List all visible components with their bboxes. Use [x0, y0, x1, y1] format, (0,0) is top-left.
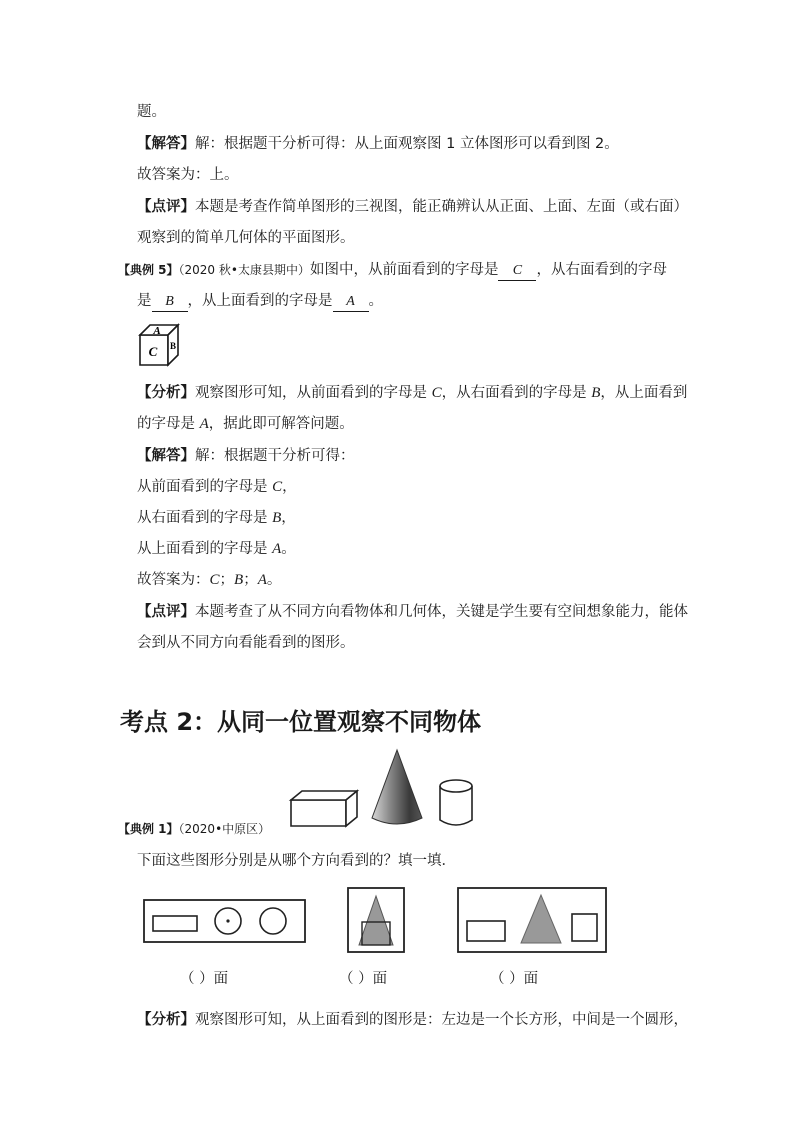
letter: A [199, 416, 209, 432]
view-box-2 [347, 887, 407, 955]
final-answer: 故答案为：上。 [137, 167, 239, 183]
example5-question [118, 260, 667, 281]
cube-front-letter: C [148, 344, 158, 359]
answer-blank[interactable]: B [152, 293, 188, 312]
view-square [572, 914, 597, 941]
answer-blank[interactable]: A [333, 293, 369, 312]
analysis-paragraph [137, 383, 687, 403]
answer-blank[interactable]: C [498, 262, 536, 281]
analysis-text: ，从右面看到的字母是 [441, 385, 592, 401]
cube-right-letter: B [169, 341, 177, 351]
cylinder-shape [440, 780, 472, 825]
comment-tag: 【点评】 [137, 199, 195, 215]
view-box-1 [143, 899, 307, 945]
letter: B [591, 385, 601, 401]
analysis-paragraph-cont [137, 414, 354, 434]
comment-tag: 【点评】 [137, 604, 195, 620]
analysis-tag: 【分析】 [137, 385, 195, 401]
example1-header [118, 819, 270, 839]
answer-paragraph [137, 446, 355, 466]
analysis-tag: 【分析】 [137, 1012, 195, 1028]
solids-figure [288, 748, 478, 830]
comment-text: 本题考查了从不同方向看物体和几何体，关键是学生要有空间想象能力，能体 [195, 604, 688, 620]
final-answer: 故答案为：C；B；A。 [137, 572, 282, 588]
answer-paren-3[interactable]: （ ）面 [490, 971, 539, 987]
answer-paren-2[interactable]: （ ）面 [339, 971, 388, 987]
view-box-3 [457, 887, 609, 955]
answer-line-right: 从右面看到的字母是 B， [137, 510, 296, 526]
answer-text: 解：根据题干分析可得： [195, 448, 355, 464]
question-part: 是 [137, 293, 152, 309]
example-source: （2020 秋•太康县期中） [178, 263, 310, 277]
question-part: 如图中，从前面看到的字母是 [309, 262, 499, 278]
comment-text-cont: 会到从不同方向看能看到的图形。 [137, 635, 355, 651]
example-tag: 【典例 5】 [118, 263, 179, 277]
question-part: 。 [368, 293, 383, 309]
answer-paragraph [137, 134, 619, 154]
cone-shape [372, 750, 422, 824]
view-rectangle [153, 916, 197, 931]
comment-text: 本题是考查作简单图形的三视图，能正确辨认从正面、上面、左面（或右面） [195, 199, 688, 215]
cuboid-shape [291, 791, 357, 826]
cube-figure [138, 323, 182, 369]
answer-paren-1[interactable]: （ ）面 [180, 971, 229, 987]
analysis-text: ，据此即可解答问题。 [208, 416, 354, 432]
section-heading: 考点 2：从同一位置观察不同物体 [120, 708, 482, 736]
view-circle [260, 908, 286, 934]
cube-top-letter: A [153, 325, 161, 337]
example1-question: 下面这些图形分别是从哪个方向看到的？填一填． [137, 853, 456, 869]
answer-tag: 【解答】 [137, 448, 195, 464]
example-tag: 【典例 1】 [118, 822, 179, 836]
answer-line-top: 从上面看到的字母是 A。 [137, 541, 296, 557]
comment-text-cont: 观察到的简单几何体的平面图形。 [137, 230, 355, 246]
answer-tag: 【解答】 [137, 136, 195, 152]
comment-paragraph [137, 197, 688, 217]
analysis-paragraph [137, 1010, 688, 1030]
comment-paragraph [137, 602, 688, 622]
analysis-text: 的字母是 [137, 416, 200, 432]
letter: C [431, 385, 442, 401]
analysis-text: ，从上面看到 [600, 385, 688, 401]
answer-line-front: 从前面看到的字母是 C， [137, 479, 297, 495]
analysis-text: 观察图形可知，从上面看到的图形是：左边是一个长方形，中间是一个圆形， [195, 1012, 688, 1028]
example5-question-cont [137, 291, 383, 312]
text-line: 题。 [137, 104, 166, 120]
view-rectangle [467, 921, 505, 941]
example-source: （2020•中原区） [178, 822, 271, 836]
analysis-text: 观察图形可知，从前面看到的字母是 [195, 385, 432, 401]
question-part: ，从右面看到的字母 [536, 262, 667, 278]
answer-text: 解：根据题干分析可得：从上面观察图 1 立体图形可以看到图 2。 [195, 136, 619, 152]
question-part: ，从上面看到的字母是 [187, 293, 333, 309]
